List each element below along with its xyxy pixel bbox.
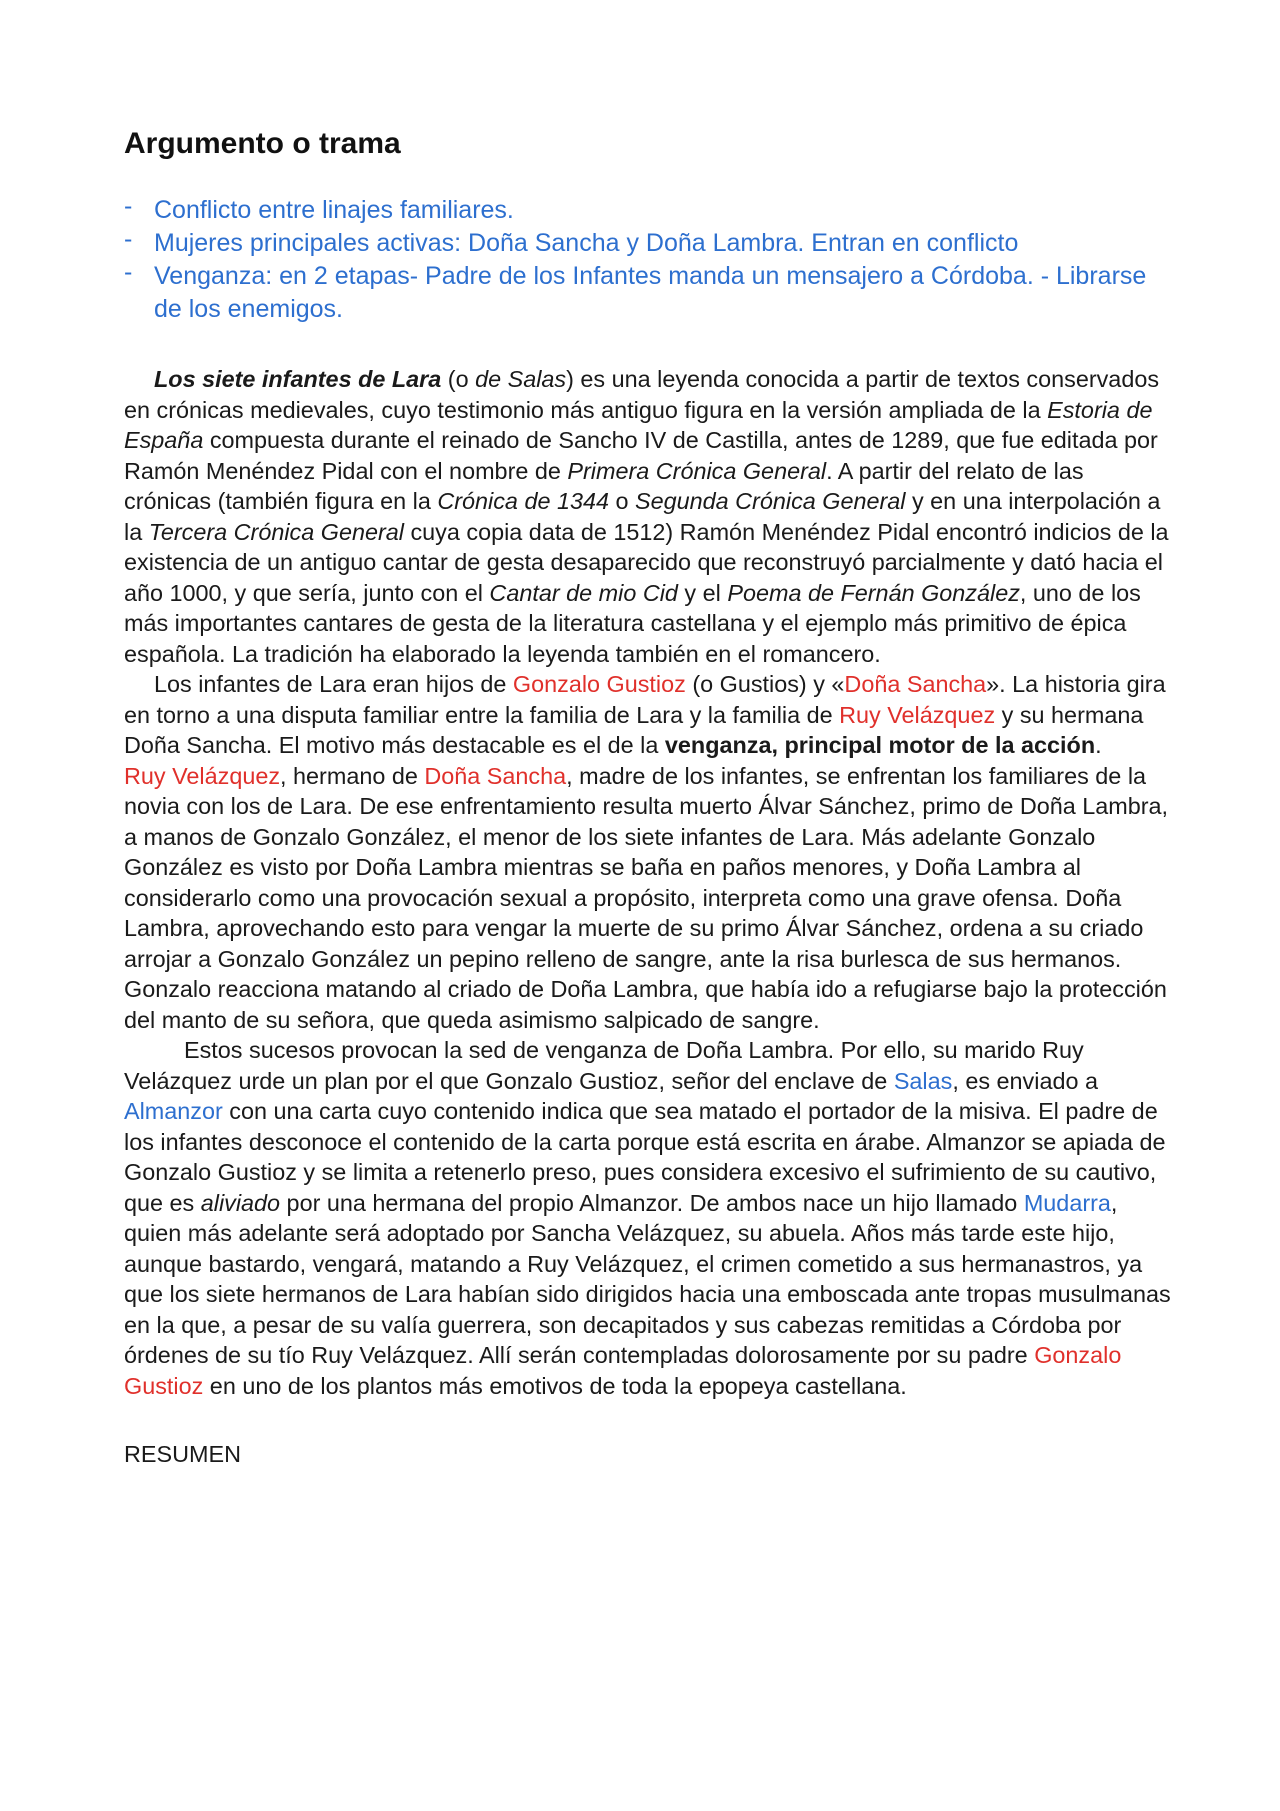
link-ruy-velazquez[interactable]: Ruy Velázquez xyxy=(124,762,281,789)
bullet-dash: - xyxy=(124,192,133,220)
document-page xyxy=(124,124,1176,1469)
body-text xyxy=(124,364,1176,1401)
link-dona-sancha[interactable]: Doña Sancha xyxy=(844,671,987,697)
link-salas[interactable]: Salas xyxy=(893,1067,953,1094)
bullet-dash: - xyxy=(124,258,133,286)
resumen-heading: RESUMEN xyxy=(124,1441,241,1467)
paragraph-intro: Los siete infantes de Lara (o de Salas) es una leyenda conocida a partir de textos conservados en crónicas medievales, cuyo testimonio más antiguo figura en la versión ampliada de la Estoria de España compuesta durante el reinado de Sancho IV de Castilla, antes de 1289, que fue editada por Ramón Menéndez Pidal con el nombre de Primera Crónica General. A partir del relato de las crónicas (también figura en la Crónica de 1344 o Segunda Crónica General y en una interpolación a la Tercera Crónica General cuya copia data de 1512) Ramón Menéndez Pidal encontró indicios de la existencia de un antiguo cantar de gesta desaparecido que reconstruyó parcialmente y dató hacia el año 1000, y que sería, junto con el Cantar de mio Cid y el Poema de Fernán González, uno de los más importantes cantares de gesta de la literatura castellana y el ejemplo más primitivo de épica española. La tradición ha elaborado la leyenda también en el romancero. xyxy=(124,366,1169,667)
link-almanzor[interactable]: Almanzor xyxy=(124,1098,223,1124)
link-mudarra[interactable]: Mudarra xyxy=(1023,1189,1111,1216)
work-title: Los siete infantes de Lara xyxy=(154,366,442,392)
bullet-list xyxy=(124,194,1176,326)
list-item: - Conflicto entre linajes familiares. xyxy=(124,192,514,224)
list-item: - Mujeres principales activas: Doña Sancha y Doña Lambra. Entran en conflicto xyxy=(124,225,1019,257)
page-title: Argumento o trama xyxy=(124,127,401,160)
link-gonzalo-gustioz[interactable]: Gonzalo Gustioz xyxy=(512,671,686,697)
bullet-dash: - xyxy=(124,225,133,253)
link-gonzalo-gustioz[interactable]: Gonzalo Gustioz xyxy=(124,1342,1122,1399)
paragraph-conflict: Ruy Velázquez, hermano de Doña Sancha, madre de los infantes, se enfrentan los familiares de la novia con los de Lara. De ese enfrentamiento resulta muerto Álvar Sánchez, primo de Doña Lambra, a manos de Gonzalo González, el menor de los siete infantes de Lara. Más adelante Gonzalo González es visto por Doña Lambra mientras se baña en paños menores, y Doña Lambra al considerarlo como una provocación sexual a propósito, interpreta como una grave ofensa. Doña Lambra, aprovechando esto para vengar la muerte de su primo Álvar Sánchez, ordena a su criado arrojar a Gonzalo González un pepino relleno de sangre, ante la risa burlesca de sus hermanos. Gonzalo reacciona matando al criado de Doña Lambra, que había ido a refugiarse bajo la protección del manto de su señora, que queda asimismo salpicado de sangre. xyxy=(124,762,1169,1033)
link-dona-sancha[interactable]: Doña Sancha xyxy=(424,762,567,789)
paragraph-family: Los infantes de Lara eran hijos de Gonzalo Gustioz (o Gustios) y «Doña Sancha». La historia gira en torno a una disputa familiar entre la familia de Lara y la familia de Ruy Velázquez y su hermana Doña Sancha. El motivo más destacable es el de la venganza, principal motor de la acción. xyxy=(124,671,1166,758)
link-ruy-velazquez[interactable]: Ruy Velázquez xyxy=(839,701,996,728)
list-item: - Venganza: en 2 etapas- Padre de los Infantes manda un mensajero a Córdoba. - Librarse de los enemigos. xyxy=(124,258,1147,323)
paragraph-revenge: Estos sucesos provocan la sed de venganza de Doña Lambra. Por ello, su marido Ruy Velázquez urde un plan por el que Gonzalo Gustioz, señor del enclave de Salas, es enviado a Almanzor con una carta cuyo contenido indica que sea matado el portador de la misiva. El padre de los infantes desconoce el contenido de la carta porque está escrita en árabe. Almanzor se apiada de Gonzalo Gustioz y se limita a retenerlo preso, pues considera excesivo el sufrimiento de su cautivo, que es aliviado por una hermana del propio Almanzor. De ambos nace un hijo llamado Mudarra, quien más adelante será adoptado por Sancha Velázquez, su abuela. Años más tarde este hijo, aunque bastardo, vengará, matando a Ruy Velázquez, el crimen cometido a sus hermanastros, ya que los siete hermanos de Lara habían sido dirigidos hacia una emboscada ante tropas musulmanas en la que, a pesar de su valía guerrera, son decapitados y sus cabezas remitidas a Córdoba por órdenes de su tío Ruy Velázquez. Allí serán contempladas dolorosamente por su padre Gonzalo Gustioz en uno de los plantos más emotivos de toda la epopeya castellana. xyxy=(124,1037,1171,1399)
emphasis-venganza: venganza, principal motor de la acción xyxy=(664,732,1096,758)
